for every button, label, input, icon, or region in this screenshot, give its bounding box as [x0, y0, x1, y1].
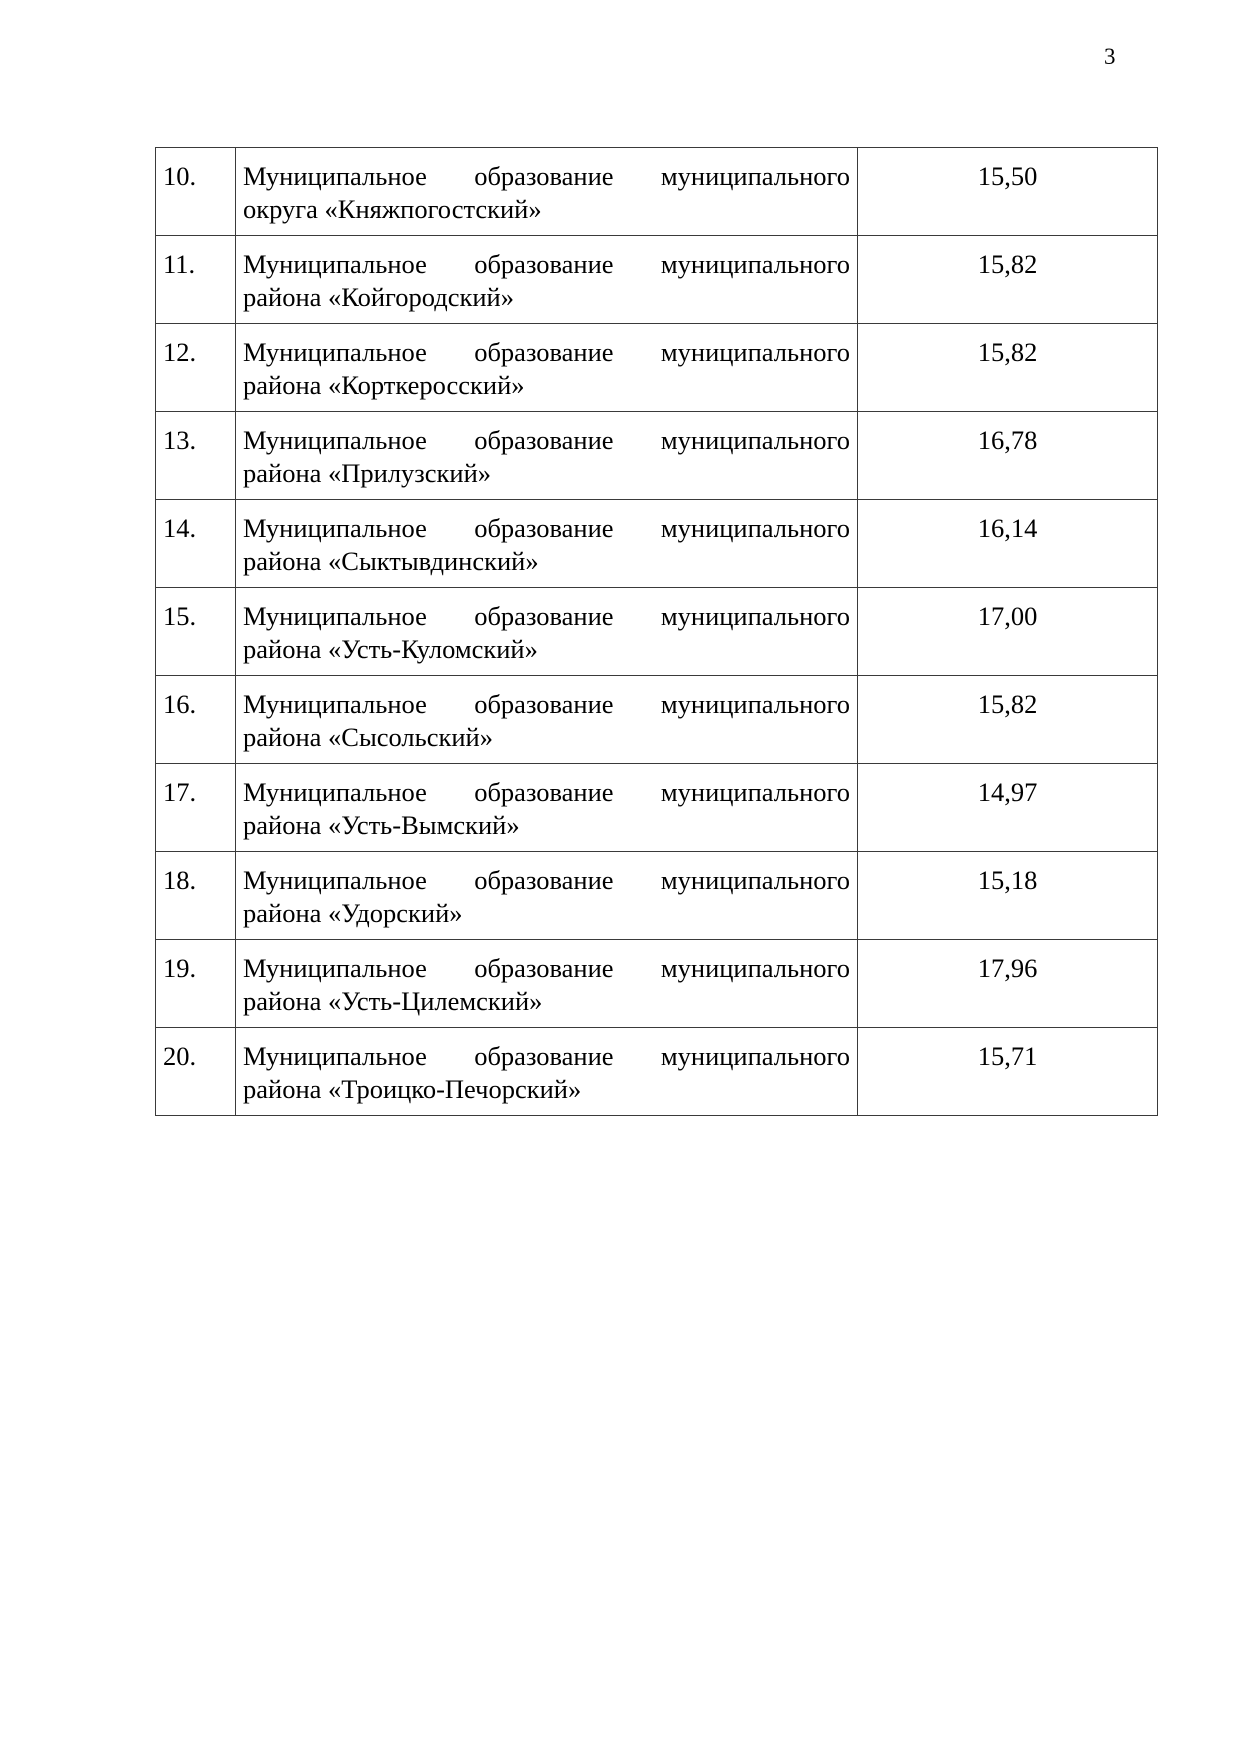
row-number: 11.	[156, 236, 236, 324]
row-number: 14.	[156, 500, 236, 588]
row-number: 12.	[156, 324, 236, 412]
municipality-name: Муниципальное образование муниципального района «Усть-Куломский»	[236, 588, 858, 676]
table-row	[156, 148, 1158, 236]
table-row	[156, 236, 1158, 324]
municipality-name: Муниципальное образование муниципального района «Удорский»	[236, 852, 858, 940]
table-row	[156, 940, 1158, 1028]
municipality-name: Муниципальное образование муниципального округа «Княжпогостский»	[236, 148, 858, 236]
row-number: 18.	[156, 852, 236, 940]
value-cell: 15,50	[858, 148, 1158, 236]
municipality-name: Муниципальное образование муниципального района «Корткеросский»	[236, 324, 858, 412]
row-number: 15.	[156, 588, 236, 676]
value-cell: 15,82	[858, 324, 1158, 412]
value-cell: 17,96	[858, 940, 1158, 1028]
municipalities-table	[155, 147, 1158, 1116]
value-cell: 15,82	[858, 236, 1158, 324]
value-cell: 15,71	[858, 1028, 1158, 1116]
municipality-name: Муниципальное образование муниципального района «Сысольский»	[236, 676, 858, 764]
municipality-name: Муниципальное образование муниципального района «Прилузский»	[236, 412, 858, 500]
row-number: 19.	[156, 940, 236, 1028]
row-number: 10.	[156, 148, 236, 236]
municipality-name: Муниципальное образование муниципального района «Усть-Цилемский»	[236, 940, 858, 1028]
row-number: 17.	[156, 764, 236, 852]
value-cell: 17,00	[858, 588, 1158, 676]
value-cell: 16,78	[858, 412, 1158, 500]
row-number: 16.	[156, 676, 236, 764]
table-row	[156, 500, 1158, 588]
table-row	[156, 764, 1158, 852]
value-cell: 16,14	[858, 500, 1158, 588]
row-number: 13.	[156, 412, 236, 500]
municipality-name: Муниципальное образование муниципального района «Усть-Вымский»	[236, 764, 858, 852]
table-row	[156, 412, 1158, 500]
municipality-name: Муниципальное образование муниципального района «Сыктывдинский»	[236, 500, 858, 588]
table-row	[156, 324, 1158, 412]
municipality-name: Муниципальное образование муниципального района «Койгородский»	[236, 236, 858, 324]
municipality-name: Муниципальное образование муниципального района «Троицко-Печорский»	[236, 1028, 858, 1116]
value-cell: 14,97	[858, 764, 1158, 852]
value-cell: 15,82	[858, 676, 1158, 764]
row-number: 20.	[156, 1028, 236, 1116]
table-row	[156, 588, 1158, 676]
value-cell: 15,18	[858, 852, 1158, 940]
table-row	[156, 676, 1158, 764]
table-row	[156, 852, 1158, 940]
page-number: 3	[1104, 44, 1116, 69]
table-row	[156, 1028, 1158, 1116]
